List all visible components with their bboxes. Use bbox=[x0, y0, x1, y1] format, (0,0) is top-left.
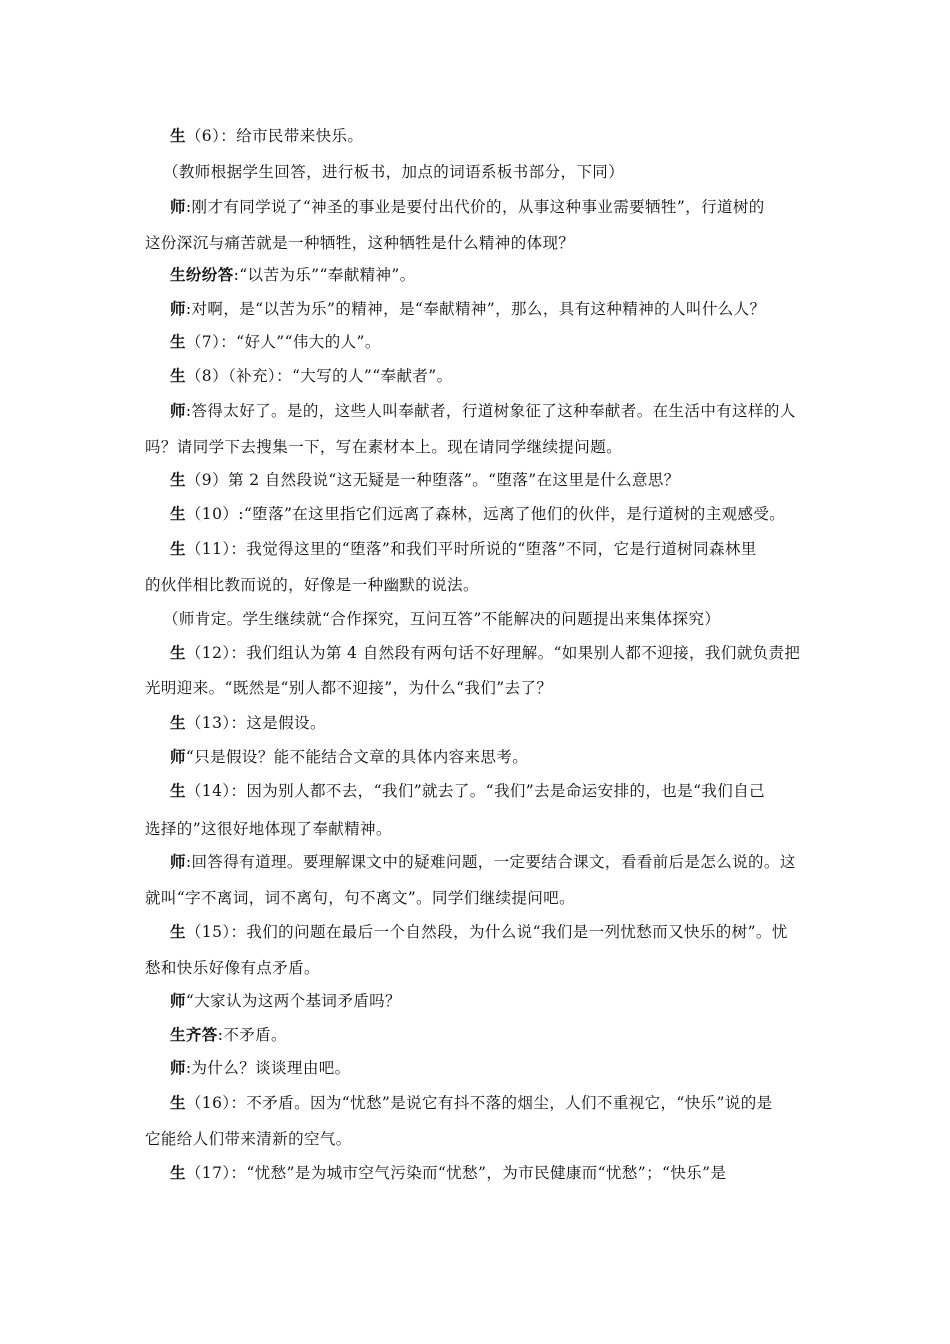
paragraph-line bbox=[170, 712, 815, 734]
paragraph-line bbox=[145, 677, 815, 699]
line-text: （13）：这是假设。 bbox=[185, 714, 326, 732]
line-text: （16）：不矛盾。因为“忧愁”是说它有抖不落的烟尘，人们不重视它，“快乐”说的是 bbox=[185, 1094, 773, 1112]
paragraph-line bbox=[170, 264, 815, 286]
speaker-label: 师 bbox=[170, 401, 186, 420]
line-text: 它能给人们带来清新的空气。 bbox=[145, 1130, 352, 1148]
paragraph-line bbox=[170, 1092, 815, 1114]
line-text: 这份深沉与痛苦就是一种牺牲，这种牺牲是什么精神的体现？ bbox=[145, 234, 575, 252]
paragraph-line bbox=[145, 232, 815, 254]
line-text: 吗？请同学下去搜集一下，写在素材本上。现在请同学继续提问题。 bbox=[145, 438, 623, 456]
speaker-label: 生 bbox=[170, 1163, 186, 1182]
line-text: :“以苦为乐”“奉献精神”。 bbox=[233, 266, 416, 284]
line-text: :为什么？谈谈理由吧。 bbox=[185, 1059, 351, 1077]
paragraph-line bbox=[170, 642, 815, 664]
line-text: 就叫“字不离词，词不离句，句不离文”。同学们继续提问吧。 bbox=[145, 889, 576, 907]
speaker-label: 生 bbox=[170, 1093, 186, 1112]
speaker-label: 生纷纷答 bbox=[170, 265, 234, 284]
paragraph-line bbox=[145, 574, 815, 596]
paragraph-line bbox=[145, 1128, 815, 1150]
paragraph-line bbox=[170, 1024, 815, 1046]
paragraph-line bbox=[170, 331, 815, 353]
line-text: :答得太好了。是的，这些人叫奉献者，行道树象征了这种奉献者。在生活中有这样的人 bbox=[185, 402, 796, 420]
line-text: （6）：给市民带来快乐。 bbox=[185, 127, 364, 145]
paragraph-line bbox=[170, 851, 815, 873]
paragraph-line bbox=[145, 818, 815, 840]
line-text: :对啊，是“以苦为乐”的精神，是“奉献精神”，那么，具有这种精神的人叫什么人？ bbox=[185, 300, 766, 318]
speaker-label: 师 bbox=[170, 747, 186, 766]
paragraph-line bbox=[170, 990, 815, 1012]
line-text: “大家认为这两个基词矛盾吗？ bbox=[185, 992, 401, 1010]
paragraph-line bbox=[170, 1162, 815, 1184]
line-text: :回答得有道理。要理解课文中的疑难问题，一定要结合课文，看看前后是怎么说的。这 bbox=[185, 853, 796, 871]
paragraph-line bbox=[170, 196, 815, 218]
speaker-label: 生 bbox=[170, 922, 186, 941]
paragraph-line bbox=[170, 365, 815, 387]
line-text: （师肯定。学生继续就“合作探究，互问互答”不能解决的问题提出来集体探究） bbox=[163, 610, 721, 628]
speaker-label: 师 bbox=[170, 852, 186, 871]
speaker-label: 生 bbox=[170, 366, 186, 385]
speaker-label: 生 bbox=[170, 781, 186, 800]
line-text: （9）第 2 自然段说“这无疑是一种堕落”。“堕落”在这里是什么意思？ bbox=[185, 471, 680, 489]
line-text: （11）：我觉得这里的“堕落”和我们平时所说的“堕落”不同，它是行道树同森林里 bbox=[185, 540, 757, 558]
speaker-label: 生 bbox=[170, 643, 186, 662]
speaker-label: 师 bbox=[170, 299, 186, 318]
paragraph-line bbox=[170, 1057, 815, 1079]
speaker-label: 生 bbox=[170, 504, 186, 523]
paragraph-line bbox=[170, 469, 815, 491]
speaker-label: 生 bbox=[170, 126, 186, 145]
line-text: （10）:“堕落”在这里指它们远离了森林，远离了他们的伙伴，是行道树的主观感受。 bbox=[185, 505, 786, 523]
paragraph-line bbox=[170, 298, 815, 320]
speaker-label: 生 bbox=[170, 539, 186, 558]
paragraph-line bbox=[145, 436, 815, 458]
line-text: “只是假设？能不能结合文章的具体内容来思考。 bbox=[185, 748, 529, 766]
speaker-label: 师 bbox=[170, 991, 186, 1010]
line-text: 的伙伴相比教而说的，好像是一种幽默的说法。 bbox=[145, 576, 479, 594]
line-text: :不矛盾。 bbox=[217, 1026, 287, 1044]
paragraph-line bbox=[170, 921, 815, 943]
paragraph-line bbox=[170, 503, 815, 525]
line-text: （教师根据学生回答，进行板书，加点的词语系板书部分，下同） bbox=[163, 163, 625, 181]
paragraph-line bbox=[170, 746, 815, 768]
speaker-label: 生齐答 bbox=[170, 1025, 218, 1044]
paragraph-line bbox=[145, 887, 815, 909]
speaker-label: 师 bbox=[170, 197, 186, 216]
line-text: :刚才有同学说了“神圣的事业是要付出代价的，从事这种事业需要牺牲”，行道树的 bbox=[185, 198, 765, 216]
paragraph-line bbox=[145, 957, 815, 979]
paragraph-line bbox=[163, 608, 815, 630]
line-text: 光明迎来。“既然是“别人都不迎接”，为什么“我们”去了？ bbox=[145, 679, 553, 697]
speaker-label: 生 bbox=[170, 470, 186, 489]
line-text: 选择的”这很好地体现了奉献精神。 bbox=[145, 820, 392, 838]
paragraph-line bbox=[170, 400, 815, 422]
speaker-label: 生 bbox=[170, 713, 186, 732]
speaker-label: 师 bbox=[170, 1058, 186, 1077]
line-text: （7）：“好人”“伟大的人”。 bbox=[185, 333, 381, 351]
paragraph-line bbox=[170, 125, 815, 147]
line-text: （15）：我们的问题在最后一个自然段，为什么说“我们是一列忧愁而又快乐的树”。忧 bbox=[185, 923, 788, 941]
line-text: （17）：“忧愁”是为城市空气污染而“忧愁”，为市民健康而“忧愁”；“快乐”是 bbox=[185, 1164, 727, 1182]
paragraph-line bbox=[170, 780, 815, 802]
line-text: （8）（补充）：“大写的人”“奉献者”。 bbox=[185, 367, 453, 385]
speaker-label: 生 bbox=[170, 332, 186, 351]
line-text: 愁和快乐好像有点矛盾。 bbox=[145, 959, 320, 977]
paragraph-line bbox=[163, 161, 815, 183]
line-text: （14）：因为别人都不去，“我们”就去了。“我们”去是命运安排的，也是“我们自己 bbox=[185, 782, 766, 800]
paragraph-line bbox=[170, 538, 815, 560]
line-text: （12）：我们组认为第 4 自然段有两句话不好理解。“如果别人都不迎接，我们就负责把 bbox=[185, 644, 801, 662]
